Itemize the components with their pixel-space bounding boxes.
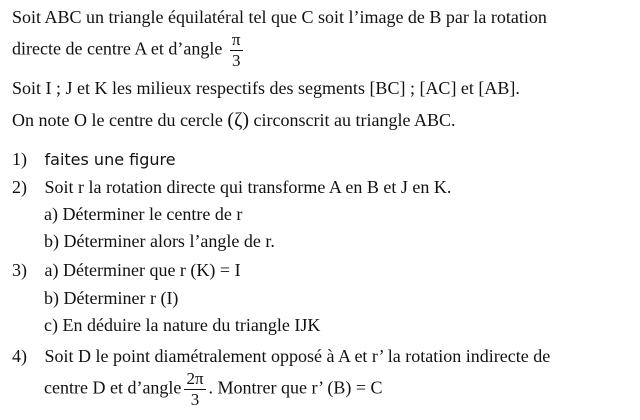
question-2b: b) Déterminer alors l’angle de r. (44, 231, 275, 251)
question-2a: a) Déterminer le centre de r (44, 204, 243, 224)
intro-line-4b: circonscrit au triangle ABC. (253, 110, 456, 130)
intro-line-4 (12, 109, 455, 131)
intro-line-1: Soit ABC un triangle équilatéral tel que C soit l’image de B par la rotation (12, 7, 547, 27)
intro-line-2-text: directe de centre A et d’angle (12, 38, 223, 59)
angle-fraction (230, 30, 243, 71)
question-4-number: 4) (12, 346, 27, 366)
question-2-text: Soit r la rotation directe qui transforme A en B et J en K. (44, 177, 452, 197)
question-4-continuation (44, 369, 382, 410)
question-2 (12, 176, 451, 198)
question-1 (12, 148, 176, 171)
angle-2-denominator: 3 (190, 390, 200, 409)
question-1-number: 1) (12, 149, 27, 169)
zeta-symbol: (ζ) (227, 109, 250, 131)
question-4-text: Soit D le point diamétralement opposé à A et r’ la rotation indirecte de (44, 346, 551, 366)
intro-line-2 (12, 30, 246, 71)
question-3b: b) Déterminer r (I) (44, 288, 179, 308)
question-3 (12, 259, 241, 281)
angle-fraction-2 (184, 369, 205, 410)
question-3c: c) En déduire la nature du triangle IJK (44, 315, 321, 335)
question-4-cont-b: . Montrer que r’ (B) = C (208, 377, 383, 398)
angle-numerator: π (231, 30, 241, 49)
question-3-number: 3) (12, 260, 27, 280)
angle-denominator: 3 (231, 51, 241, 70)
question-3a: a) Déterminer que r (K) = I (44, 260, 241, 280)
intro-line-3: Soit I ; J et K les milieux respectifs des segments [BC] ; [AC] et [AB]. (12, 78, 520, 98)
question-4 (12, 345, 550, 367)
intro-line-4a: On note O le centre du cercle (12, 110, 223, 130)
question-2-number: 2) (12, 177, 27, 197)
angle-2-numerator: 2π (186, 369, 204, 388)
question-1-text: faites une figure (44, 150, 176, 169)
question-4-cont-a: centre D et d’angle (44, 377, 182, 398)
